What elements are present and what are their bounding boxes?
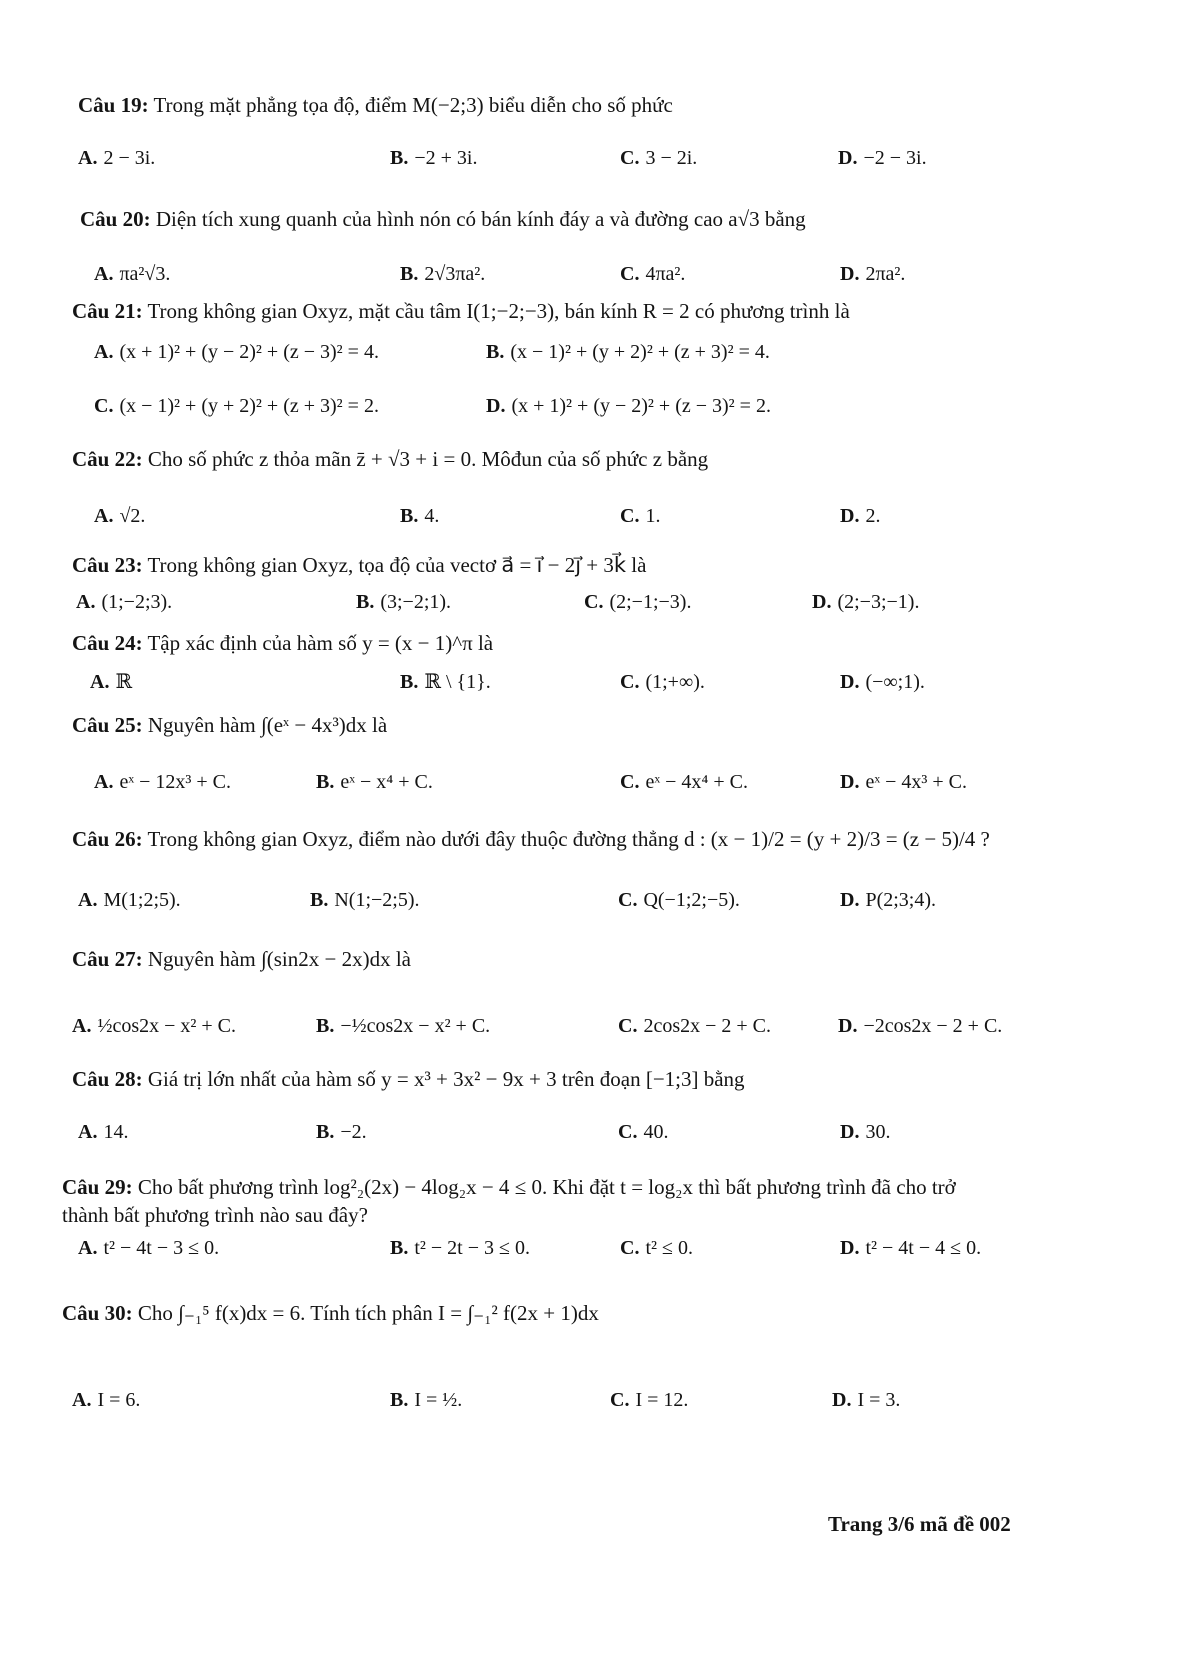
option-key: A. — [78, 1121, 98, 1143]
option-text: (−∞;1). — [865, 671, 925, 693]
option-c — [618, 1014, 771, 1039]
option-c — [584, 590, 691, 615]
question-stem — [72, 1066, 745, 1092]
option-c — [620, 670, 705, 695]
question-text: Nguyên hàm ∫(eˣ − 4x³)dx là — [147, 713, 388, 737]
question-text: Giá trị lớn nhất của hàm số y = x³ + 3x² − 9x + 3 trên đoạn [−1;3] bằng — [147, 1067, 745, 1091]
option-d — [840, 1120, 890, 1145]
option-b — [390, 1236, 530, 1261]
question-label: Câu 21: — [72, 299, 143, 323]
option-text: P(2;3;4). — [865, 889, 937, 911]
option-text: 3 − 2i. — [645, 147, 698, 169]
option-key: A. — [72, 1015, 92, 1037]
option-text: Q(−1;2;−5). — [643, 889, 740, 911]
question-text: Diện tích xung quanh của hình nón có bán kính đáy a và đường cao a√3 bằng — [155, 207, 806, 231]
option-key: C. — [620, 1237, 640, 1259]
question-stem — [72, 712, 387, 738]
question-stem — [72, 298, 850, 324]
option-key: C. — [620, 147, 640, 169]
option-key: B. — [316, 771, 335, 793]
option-key: B. — [356, 591, 375, 613]
option-key: C. — [620, 671, 640, 693]
option-a — [94, 340, 379, 365]
question-stem — [62, 1174, 956, 1200]
option-key: A. — [94, 341, 114, 363]
option-key: A. — [94, 505, 114, 527]
option-text: (3;−2;1). — [380, 591, 452, 613]
option-text: (1;+∞). — [645, 671, 705, 693]
option-key: B. — [390, 147, 409, 169]
question-label: Câu 30: — [62, 1301, 133, 1325]
option-text: πa²√3. — [119, 263, 171, 285]
option-text: I = ½. — [414, 1389, 463, 1411]
question-stem — [72, 552, 646, 578]
option-b — [400, 262, 485, 287]
option-text: 30. — [865, 1121, 891, 1143]
option-b — [316, 1014, 490, 1039]
option-text: √2. — [119, 505, 146, 527]
option-text: (1;−2;3). — [101, 591, 173, 613]
question-stem — [72, 630, 493, 656]
option-text: 4. — [424, 505, 440, 527]
option-d — [838, 1014, 1002, 1039]
option-text: −2 + 3i. — [414, 147, 478, 169]
option-key: B. — [390, 1237, 409, 1259]
question-label: Câu 26: — [72, 827, 143, 851]
option-text: (2;−1;−3). — [609, 591, 692, 613]
option-key: D. — [840, 771, 860, 793]
option-a — [94, 262, 170, 287]
question-label: Câu 24: — [72, 631, 143, 655]
option-d — [840, 888, 936, 913]
option-c — [620, 1236, 693, 1261]
option-key: C. — [620, 505, 640, 527]
option-key: C. — [94, 395, 114, 417]
option-a — [90, 670, 132, 695]
option-d — [812, 590, 919, 615]
option-key: B. — [390, 1389, 409, 1411]
question-stem — [80, 206, 806, 232]
option-d — [840, 770, 967, 795]
option-a — [78, 1120, 128, 1145]
option-text: t² − 2t − 3 ≤ 0. — [414, 1237, 530, 1259]
question-text: Trong không gian Oxyz, mặt cầu tâm I(1;−2;−3), bán kính R = 2 có phương trình là — [147, 299, 850, 323]
option-text: 2√3πa². — [424, 263, 486, 285]
option-b — [400, 670, 491, 695]
option-key: C. — [618, 1121, 638, 1143]
option-key: A. — [72, 1389, 92, 1411]
option-key: A. — [90, 671, 110, 693]
option-key: D. — [832, 1389, 852, 1411]
option-d — [840, 670, 925, 695]
option-b — [400, 504, 439, 529]
option-text: 2. — [865, 505, 881, 527]
option-a — [94, 770, 231, 795]
option-key: D. — [840, 889, 860, 911]
question-text: Cho ∫₋₁⁵ f(x)dx = 6. Tính tích phân I = ∫₋₁² f(2x + 1)dx — [137, 1301, 599, 1325]
option-key: D. — [486, 395, 506, 417]
option-b — [310, 888, 420, 913]
question-label: Câu 27: — [72, 947, 143, 971]
option-text: −½cos2x − x² + C. — [340, 1015, 491, 1037]
question-text: Tập xác định của hàm số y = (x − 1)^π là — [147, 631, 494, 655]
question-text: Trong mặt phẳng tọa độ, điểm M(−2;3) biểu diễn cho số phức — [153, 93, 673, 117]
option-key: A. — [76, 591, 96, 613]
option-text: eˣ − 4x³ + C. — [865, 771, 968, 793]
option-key: B. — [316, 1015, 335, 1037]
option-b — [486, 340, 770, 365]
option-key: C. — [618, 889, 638, 911]
option-key: B. — [400, 263, 419, 285]
option-text: (2;−3;−1). — [837, 591, 920, 613]
question-text: Cho bất phương trình log²₂(2x) − 4log₂x − 4 ≤ 0. Khi đặt t = log₂x thì bất phương trình đã cho trở — [137, 1175, 956, 1199]
option-key: A. — [78, 889, 98, 911]
option-text: eˣ − 4x⁴ + C. — [645, 771, 748, 793]
option-text: t² − 4t − 3 ≤ 0. — [103, 1237, 220, 1259]
option-c — [620, 504, 660, 529]
option-text: I = 3. — [857, 1389, 901, 1411]
option-a — [94, 504, 145, 529]
option-key: A. — [78, 1237, 98, 1259]
option-c — [618, 888, 740, 913]
question-text: Trong không gian Oxyz, điểm nào dưới đây thuộc đường thẳng d : (x − 1)/2 = (y + 2)/3 = (z − 5)/4 ? — [147, 827, 990, 851]
option-text: −2cos2x − 2 + C. — [863, 1015, 1003, 1037]
option-d — [486, 394, 771, 419]
question-stem-continued: thành bất phương trình nào sau đây? — [62, 1203, 368, 1227]
question-stem — [72, 946, 411, 972]
option-text: 14. — [103, 1121, 129, 1143]
option-key: D. — [840, 1237, 860, 1259]
option-key: D. — [840, 1121, 860, 1143]
option-d — [840, 504, 880, 529]
option-b — [316, 1120, 367, 1145]
option-key: C. — [610, 1389, 630, 1411]
question-label: Câu 28: — [72, 1067, 143, 1091]
option-text: eˣ − 12x³ + C. — [119, 771, 232, 793]
option-b — [316, 770, 433, 795]
option-c — [610, 1388, 688, 1413]
option-text: (x − 1)² + (y + 2)² + (z + 3)² = 4. — [510, 341, 770, 363]
option-key: A. — [94, 771, 114, 793]
question-text: Cho số phức z thỏa mãn z̄ + √3 + i = 0. Môđun của số phức z bằng — [147, 447, 709, 471]
option-text: I = 6. — [97, 1389, 141, 1411]
option-text: ½cos2x − x² + C. — [97, 1015, 237, 1037]
option-key: B. — [316, 1121, 335, 1143]
option-key: D. — [812, 591, 832, 613]
option-key: D. — [840, 671, 860, 693]
option-text: −2 − 3i. — [863, 147, 927, 169]
question-text: Nguyên hàm ∫(sin2x − 2x)dx là — [147, 947, 411, 971]
option-key: B. — [486, 341, 505, 363]
option-text: (x + 1)² + (y − 2)² + (z − 3)² = 4. — [119, 341, 379, 363]
option-text: N(1;−2;5). — [334, 889, 420, 911]
option-key: D. — [840, 263, 860, 285]
option-text: 40. — [643, 1121, 669, 1143]
question-label: Câu 25: — [72, 713, 143, 737]
question-label: Câu 29: — [62, 1175, 133, 1199]
option-key: D. — [840, 505, 860, 527]
option-a — [78, 888, 181, 913]
option-text: (x + 1)² + (y − 2)² + (z − 3)² = 2. — [511, 395, 771, 417]
option-text: ℝ \ {1}. — [424, 671, 491, 693]
option-text: −2. — [340, 1121, 367, 1143]
question-label: Câu 19: — [78, 93, 149, 117]
option-key: C. — [618, 1015, 638, 1037]
option-key: C. — [584, 591, 604, 613]
option-text: t² − 4t − 4 ≤ 0. — [865, 1237, 982, 1259]
option-text: M(1;2;5). — [103, 889, 181, 911]
option-c — [94, 394, 379, 419]
option-text: t² ≤ 0. — [645, 1237, 693, 1259]
option-c — [620, 262, 685, 287]
option-text: 2 − 3i. — [103, 147, 156, 169]
option-c — [618, 1120, 668, 1145]
question-label: Câu 20: — [80, 207, 151, 231]
option-text: 4πa². — [645, 263, 686, 285]
option-key: B. — [400, 505, 419, 527]
option-key: B. — [310, 889, 329, 911]
option-a — [72, 1388, 140, 1413]
option-b — [356, 590, 451, 615]
option-text: (x − 1)² + (y + 2)² + (z + 3)² = 2. — [119, 395, 379, 417]
option-text: ℝ — [115, 671, 133, 693]
option-d — [832, 1388, 900, 1413]
option-a — [78, 1236, 219, 1261]
option-key: B. — [400, 671, 419, 693]
option-key: D. — [838, 1015, 858, 1037]
question-stem — [72, 826, 990, 852]
page-footer: Trang 3/6 mã đề 002 — [828, 1512, 1011, 1536]
option-key: A. — [78, 147, 98, 169]
question-text: Trong không gian Oxyz, tọa độ của vectơ a⃗ = i⃗ − 2j⃗ + 3k⃗ là — [147, 553, 647, 577]
option-c — [620, 770, 748, 795]
question-label: Câu 23: — [72, 553, 143, 577]
option-a — [76, 590, 172, 615]
question-stem — [72, 446, 708, 472]
question-stem — [62, 1300, 599, 1326]
option-text: 2πa². — [865, 263, 906, 285]
option-d — [840, 262, 905, 287]
option-d — [840, 1236, 981, 1261]
option-key: A. — [94, 263, 114, 285]
option-b — [390, 1388, 462, 1413]
option-key: D. — [838, 147, 858, 169]
option-key: C. — [620, 771, 640, 793]
option-text: I = 12. — [635, 1389, 689, 1411]
question-label: Câu 22: — [72, 447, 143, 471]
option-text: 1. — [645, 505, 661, 527]
option-key: C. — [620, 263, 640, 285]
option-text: 2cos2x − 2 + C. — [643, 1015, 772, 1037]
option-a — [72, 1014, 236, 1039]
option-text: eˣ − x⁴ + C. — [340, 771, 433, 793]
